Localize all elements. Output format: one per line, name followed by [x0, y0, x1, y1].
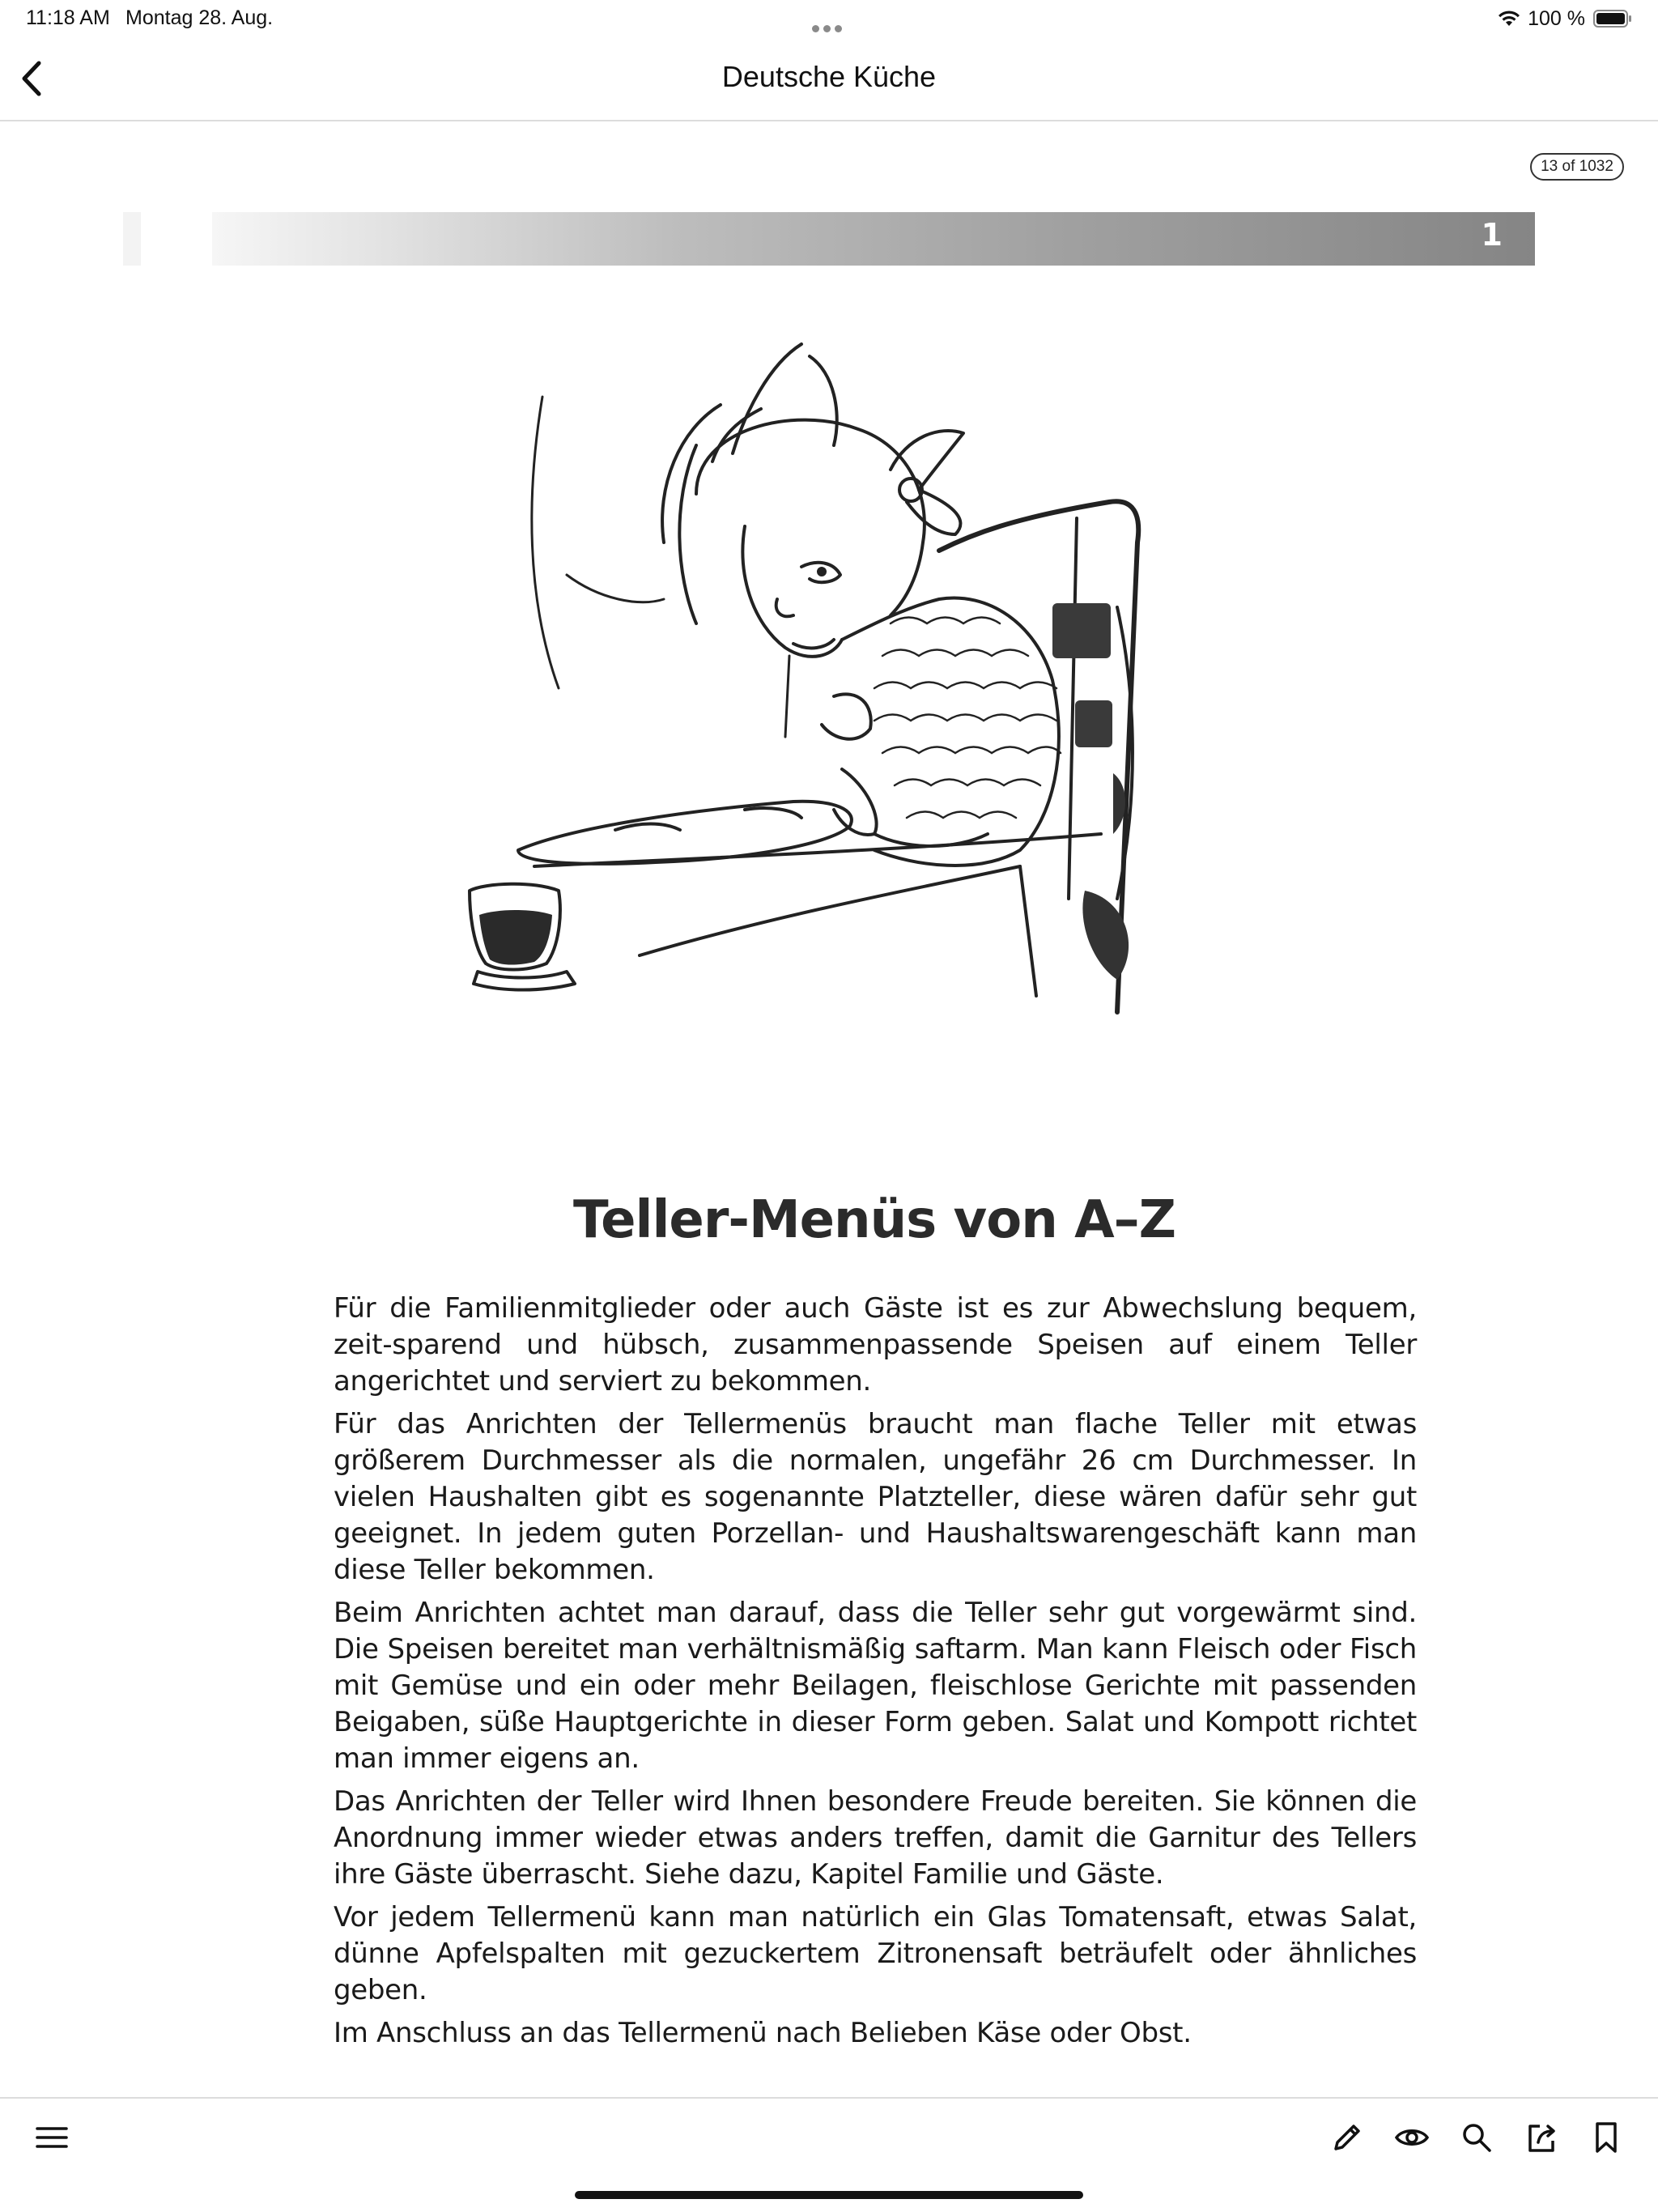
chapter-bar-stub: [123, 212, 141, 266]
status-indicators: [1497, 5, 1632, 32]
pencil-icon[interactable]: [1329, 2120, 1365, 2155]
paragraph: Für die Familienmitglieder oder auch Gäste ist es zur Abwechslung bequem, zeit-sparend und hübsch, zusammenpassende Speisen auf einem Teller angerichtet und serviert zu bekommen.: [334, 1292, 1417, 1397]
bottom-toolbar: [0, 2097, 1658, 2183]
paragraph: Das Anrichten der Teller wird Ihnen besondere Freude bereiten. Sie können die Anordnung immer wieder etwas anders treffen, damit die Garnitur des Tellers ihre Gäste überrascht. Siehe dazu, Kapitel Familie und Gäste.: [334, 1785, 1417, 1891]
navigation-bar: [0, 39, 1658, 121]
book-title: Deutsche Küche: [721, 60, 937, 93]
bookmark-icon[interactable]: [1588, 2120, 1624, 2155]
chapter-number: 1: [1481, 217, 1503, 253]
status-date: Montag 28. Aug.: [125, 6, 274, 29]
article-heading: Teller-Menüs von A–Z: [572, 1190, 1176, 1250]
status-bar: [0, 0, 1658, 39]
page-counter: 13 of 1032: [1530, 153, 1624, 181]
multitasking-dots-icon[interactable]: [812, 15, 848, 23]
menu-icon[interactable]: [34, 2120, 70, 2155]
battery-percent: 100 %: [1528, 6, 1585, 30]
paragraph: Im Anschluss an das Tellermenü nach Belieben Käse oder Obst.: [334, 2017, 1192, 2049]
status-time: 11:18 AM: [26, 6, 110, 29]
wifi-icon: [1497, 9, 1521, 28]
search-icon[interactable]: [1459, 2120, 1494, 2155]
paragraph: Vor jedem Tellermenü kann man natürlich ein Glas Tomatensaft, etwas Salat, dünne Apfelspalten mit gezuckertem Zitronensaft beträufelt oder ähnliches geben.: [334, 1901, 1417, 2006]
battery-icon: [1593, 10, 1632, 28]
share-icon[interactable]: [1524, 2120, 1559, 2155]
article-body: [334, 1291, 1417, 2058]
home-indicator[interactable]: [575, 2191, 1083, 2199]
eye-icon[interactable]: [1394, 2120, 1430, 2155]
child-eating-illustration: [453, 332, 1231, 1125]
chapter-header-bar: [212, 212, 1535, 266]
paragraph: Für das Anrichten der Tellermenüs braucht man flache Teller mit etwas größerem Durchmesser als die normalen, ungefähr 26 cm Durchmesser. In vielen Haushalten gibt es sogenannte Platzteller, diese wären dafür sehr gut geeignet. In jedem guten Porzellan- und Haushaltswarengeschäft kann man diese Teller bekommen.: [334, 1408, 1417, 1586]
paragraph: Beim Anrichten achtet man darauf, dass die Teller sehr gut vorgewärmt sind. Die Speisen bereitet man verhältnismäßig saftarm. Man kann Fleisch oder Fisch mit Gemüse und ein oder mehr Beilagen, fleischlose Gerichte mit passenden Beigaben, süße Hauptgerichte in dieser Form geben. Salat und Kompott richtet man immer eigens an.: [334, 1597, 1417, 1775]
